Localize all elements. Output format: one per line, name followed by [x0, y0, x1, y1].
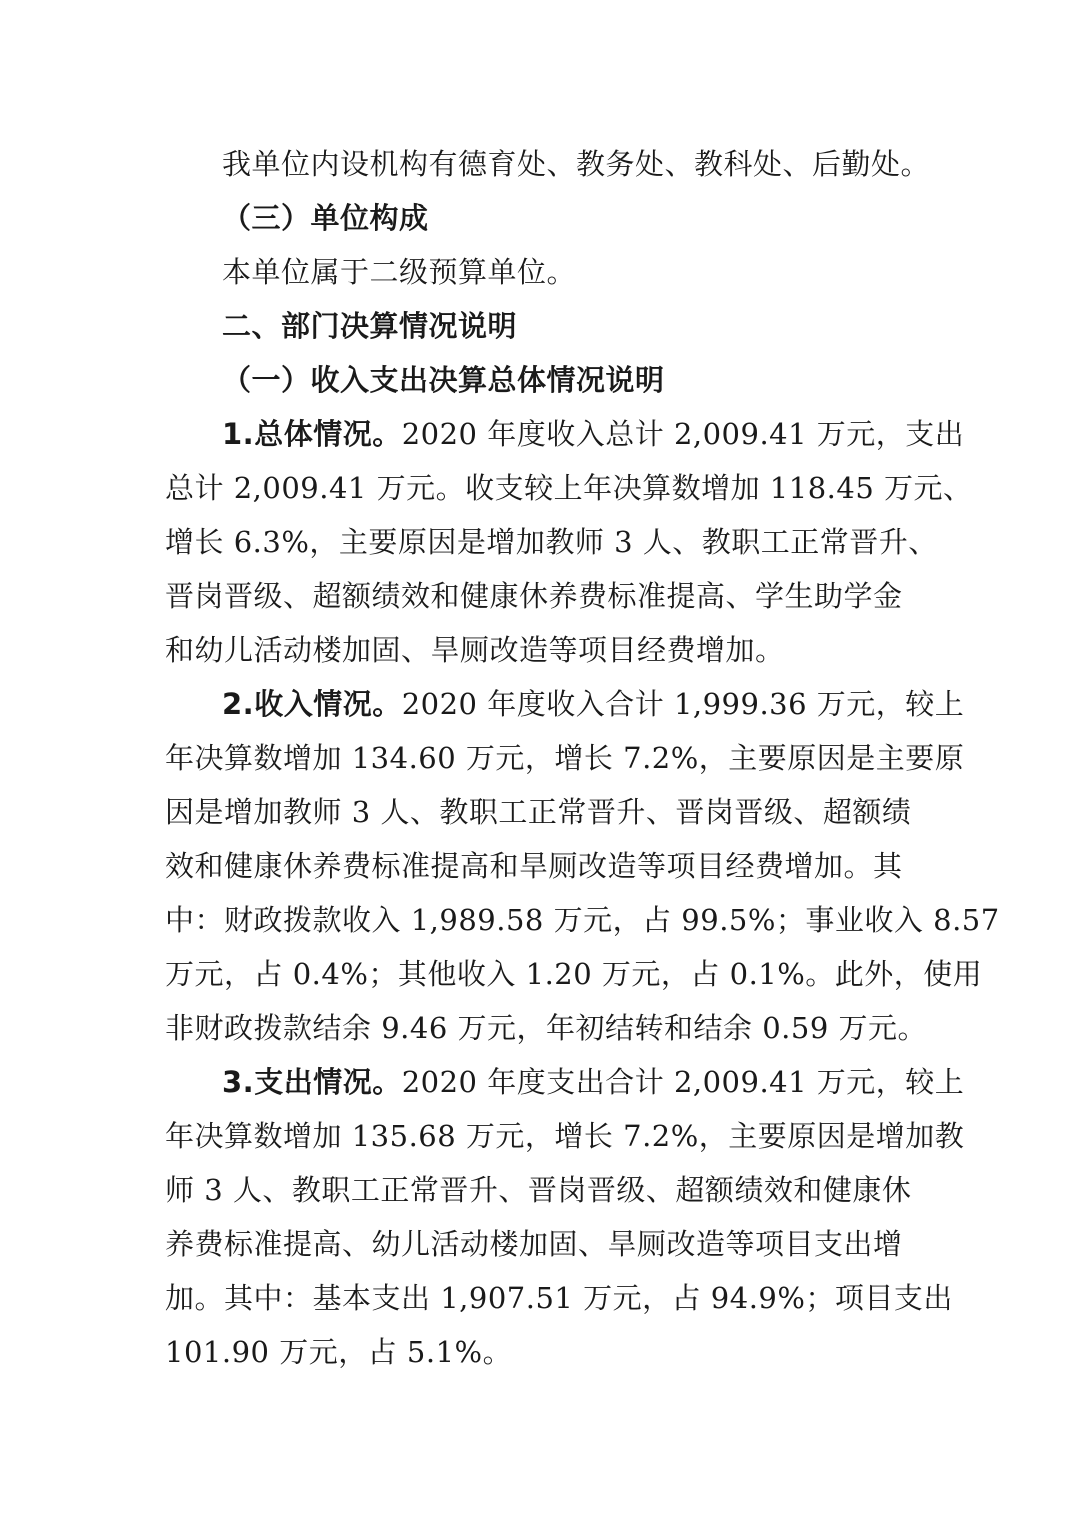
income-line: 中：财政拨款收入 1,989.58 万元，占 99.5%；事业收入 8.57 — [165, 903, 1000, 937]
income-lead: 2.收入情况。 — [222, 687, 402, 721]
income-text: 2020 年度收入合计 1,999.36 万元，较上 — [401, 687, 965, 721]
overall-lead: 1.总体情况。 — [222, 417, 402, 451]
part-two-heading: 二、部门决算情况说明 — [222, 309, 518, 343]
expenditure-lead: 3.支出情况。 — [222, 1065, 402, 1099]
income-line: 万元，占 0.4%；其他收入 1.20 万元，占 0.1%。此外，使用 — [165, 957, 983, 991]
intro-line: 我单位内设机构有德育处、教务处、教科处、后勤处。 — [222, 147, 931, 181]
income-line: 年决算数增加 134.60 万元，增长 7.2%，主要原因是主要原 — [165, 741, 965, 775]
expenditure-paragraph-line — [222, 1062, 964, 1102]
income-paragraph-line — [222, 684, 964, 724]
overall-line: 和幼儿活动楼加固、旱厕改造等项目经费增加。 — [165, 633, 785, 667]
expenditure-line: 加。其中：基本支出 1,907.51 万元，占 94.9%；项目支出 — [165, 1281, 953, 1315]
income-line: 非财政拨款结余 9.46 万元，年初结转和结余 0.59 万元。 — [165, 1011, 928, 1045]
subsection-one-heading: （一）收入支出决算总体情况说明 — [222, 363, 665, 397]
expenditure-line: 101.90 万元，占 5.1%。 — [165, 1335, 513, 1369]
overall-paragraph-line — [222, 414, 964, 454]
section-three-text: 本单位属于二级预算单位。 — [222, 255, 577, 289]
overall-text: 2020 年度收入总计 2,009.41 万元，支出 — [401, 417, 965, 451]
expenditure-line: 师 3 人、教职工正常晋升、晋岗晋级、超额绩效和健康休 — [165, 1173, 912, 1207]
expenditure-text: 2020 年度支出合计 2,009.41 万元，较上 — [401, 1065, 965, 1099]
overall-line: 增长 6.3%，主要原因是增加教师 3 人、教职工正常晋升、 — [165, 525, 938, 559]
overall-line: 晋岗晋级、超额绩效和健康休养费标准提高、学生助学金 — [165, 579, 903, 613]
income-line: 因是增加教师 3 人、教职工正常晋升、晋岗晋级、超额绩 — [165, 795, 912, 829]
income-line: 效和健康休养费标准提高和旱厕改造等项目经费增加。其 — [165, 849, 903, 883]
overall-line: 总计 2,009.41 万元。收支较上年决算数增加 118.45 万元、 — [165, 471, 973, 505]
section-three-heading: （三）单位构成 — [222, 201, 429, 235]
expenditure-line: 养费标准提高、幼儿活动楼加固、旱厕改造等项目支出增 — [165, 1227, 903, 1261]
expenditure-line: 年决算数增加 135.68 万元，增长 7.2%，主要原因是增加教 — [165, 1119, 965, 1153]
